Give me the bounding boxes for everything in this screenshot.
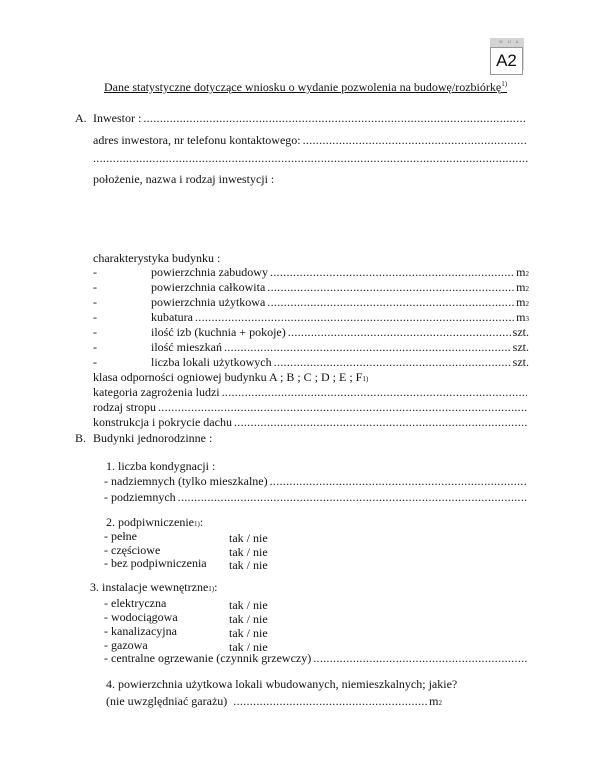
basement-label: 2. podpiwniczenie 1) :	[106, 515, 204, 529]
field-label: ilość mieszkań	[151, 340, 222, 354]
bullet-dash: -	[93, 355, 97, 369]
investor-field[interactable]	[75, 111, 529, 125]
characteristic-field[interactable]	[93, 280, 529, 296]
option-label: - wodociągowa	[104, 610, 178, 624]
above-ground-field[interactable]	[104, 474, 529, 488]
characteristic-field[interactable]	[93, 340, 529, 354]
installation-option[interactable]	[104, 610, 268, 624]
basement-option[interactable]	[104, 543, 268, 557]
field-label: 1. liczba kondygnacji :	[106, 459, 216, 473]
field-label: ilość izb (kuchnia + pokoje)	[151, 325, 286, 339]
option-label: - gazowa	[104, 638, 148, 652]
field-label: 2. podpiwniczenie	[106, 515, 194, 529]
characteristic-field[interactable]	[93, 265, 529, 281]
roof-field[interactable]	[93, 415, 529, 429]
option-label: - bez podpiwniczenia	[104, 556, 207, 570]
characteristic-field[interactable]	[93, 295, 529, 311]
installation-option[interactable]	[104, 638, 268, 652]
field-label: charakterystyka budynku :	[93, 251, 221, 265]
danger-category-field[interactable]	[93, 385, 529, 399]
field-label: powierzchnia zabudowy	[151, 265, 268, 279]
unit: m	[516, 295, 526, 309]
installation-option[interactable]	[104, 624, 268, 638]
yes-no-choice[interactable]: tak / nie	[229, 598, 268, 612]
bullet-dash: -	[93, 295, 97, 309]
characteristics-label	[93, 251, 220, 265]
field-label: powierzchnia całkowita	[151, 280, 266, 294]
unit: m	[516, 280, 526, 294]
bullet-dash: -	[93, 325, 97, 339]
section-letter: B.	[75, 431, 87, 445]
unit-exponent: 2	[525, 285, 529, 293]
section-title: Budynki jednorodzinne :	[93, 431, 213, 445]
yes-no-choice[interactable]: tak / nie	[229, 640, 268, 654]
field-label: adres inwestora, nr telefonu kontaktowego:	[93, 133, 301, 147]
field-label: klasa odporności ogniowej budynku A ; B ; C ; D ; E ; F	[93, 370, 363, 384]
document-title	[104, 80, 507, 95]
yes-no-choice[interactable]: tak / nie	[229, 558, 268, 572]
footnote-mark: 1)	[208, 585, 215, 593]
bullet-dash: -	[93, 280, 97, 294]
fire-class-field[interactable]	[93, 370, 368, 386]
heating-field[interactable]	[104, 651, 529, 665]
address-field[interactable]	[93, 133, 529, 147]
ceiling-type-field[interactable]	[93, 400, 529, 414]
bullet-dash: -	[93, 310, 97, 324]
yes-no-choice[interactable]: tak / nie	[229, 531, 268, 545]
option-label: - pełne	[104, 529, 137, 543]
yes-no-choice[interactable]: tak / nie	[229, 612, 268, 626]
option-label: - elektryczna	[104, 596, 167, 610]
field-label: rodzaj stropu	[93, 400, 156, 414]
badge-label: A2	[490, 47, 523, 75]
option-label: - częściowe	[104, 542, 161, 557]
bullet-dash: -	[93, 265, 97, 279]
unit: szt.	[512, 340, 529, 354]
unit: m	[516, 265, 526, 279]
field-label: kategoria zagrożenia ludzi	[93, 385, 220, 399]
footnote-mark: 1)	[193, 520, 200, 528]
installation-option[interactable]	[104, 596, 268, 610]
basement-option[interactable]	[104, 529, 268, 543]
field-label: konstrukcja i pokrycie dachu	[93, 415, 232, 429]
characteristic-field[interactable]	[93, 355, 529, 369]
form-code-badge	[490, 38, 524, 70]
commercial-area-field[interactable]	[106, 694, 442, 710]
characteristic-field[interactable]	[93, 310, 529, 326]
field-label: kubatura	[151, 310, 193, 324]
footnote-mark: 1)	[362, 375, 369, 383]
field-label: liczba lokali użytkowych	[151, 355, 272, 369]
underground-field[interactable]	[104, 490, 529, 504]
field-label: - centralne ogrzewanie (czynnik grzewczy)	[104, 651, 312, 665]
field-label: (nie uwzględniać garażu)	[106, 694, 228, 708]
commercial-area-label	[106, 677, 457, 691]
unit: m	[516, 310, 526, 324]
storeys-label	[106, 459, 215, 473]
location-label	[93, 172, 274, 186]
characteristic-field[interactable]	[93, 325, 529, 339]
field-label: - podziemnych	[104, 490, 176, 504]
field-label: 3. instalacje wewnętrzne	[90, 580, 209, 594]
footnote-mark: 1)	[501, 80, 508, 88]
field-label: położenie, nazwa i rodzaj inwestycji :	[93, 172, 275, 186]
unit: szt.	[512, 325, 529, 339]
section-b-heading	[75, 431, 212, 445]
basement-option[interactable]	[104, 556, 268, 570]
unit-exponent: 2	[438, 699, 442, 707]
yes-no-choice[interactable]: tak / nie	[229, 626, 268, 640]
unit: szt.	[512, 355, 529, 369]
unit-exponent: 2	[525, 300, 529, 308]
unit: m	[429, 694, 439, 708]
bullet-dash: -	[93, 340, 97, 354]
yes-no-choice[interactable]: tak / nie	[229, 544, 268, 559]
title-text: Dane statystyczne dotyczące wniosku o wydanie pozwolenia na budowę/rozbiórkę	[104, 80, 502, 94]
address-field-line2[interactable]	[93, 151, 529, 165]
field-label: powierzchnia użytkowa	[151, 295, 266, 309]
section-letter: A.	[75, 111, 87, 125]
installations-label: 3. instalacje wewnętrzne 1) :	[90, 580, 218, 594]
unit-exponent: 2	[525, 270, 529, 278]
field-label: - nadziemnych (tylko mieszkalne)	[104, 474, 268, 488]
option-label: - kanalizacyjna	[104, 624, 177, 638]
field-label: 4. powierzchnia użytkowa lokali wbudowanych, niemieszkalnych; jakie?	[106, 677, 458, 691]
badge-top-text: W U A	[499, 39, 521, 44]
unit-exponent: 3	[525, 315, 529, 323]
field-label: Inwestor :	[93, 111, 142, 125]
